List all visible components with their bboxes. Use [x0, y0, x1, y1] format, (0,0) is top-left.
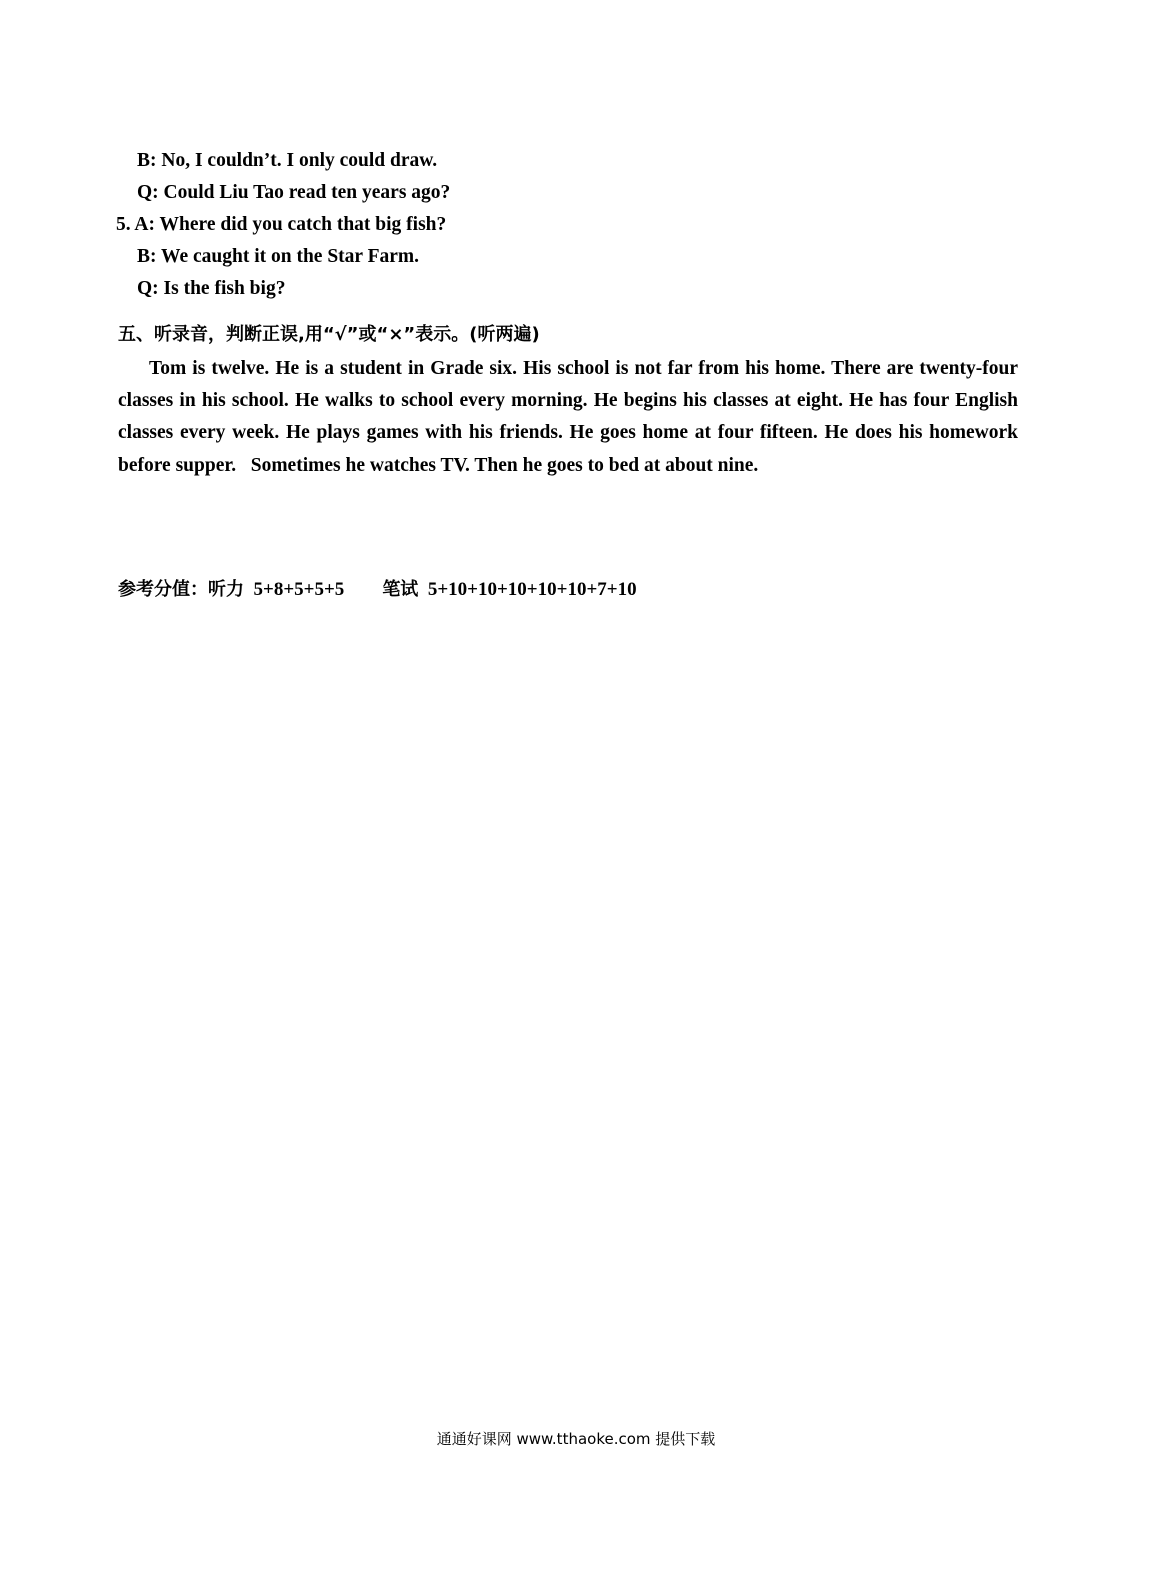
dialogue-line-q-fish-big: Q: Is the fish big?: [137, 278, 286, 299]
written-values: 5+10+10+10+10+10+7+10: [427, 579, 637, 600]
listening-label: 听力: [208, 579, 244, 600]
section-five-heading: 五、听录音，判断正误,用“√”或“×”表示。(听两遍): [118, 324, 540, 345]
footer-download-note: 通通好课网 www.tthaoke.com 提供下载: [436, 1430, 716, 1448]
dialogue-line-b-couldnt: B: No, I couldn’t. I only could draw.: [137, 150, 438, 171]
written-label: 笔试: [382, 579, 419, 600]
listening-values: 5+8+5+5+5: [253, 579, 345, 600]
listening-passage: Tom is twelve. He is a student in Grade six. His school is not far from his home. There are twenty-four classes in his school. He walks to school every morning. He begins his classes at eight. He has four English classes every week. He plays games with his friends. He goes home at four fifteen. He does his homework before supper. Sometimes he watches TV. Then he goes to bed at about nine.: [118, 358, 1018, 476]
scores-label: 参考分值：: [118, 579, 208, 600]
reference-scores: [118, 577, 637, 603]
dialogue-line-5-a-fish: 5. A: Where did you catch that big fish?: [116, 214, 447, 235]
dialogue-line-q-liu-tao: Q: Could Liu Tao read ten years ago?: [137, 182, 451, 203]
dialogue-line-b-star-farm: B: We caught it on the Star Farm.: [137, 246, 420, 267]
